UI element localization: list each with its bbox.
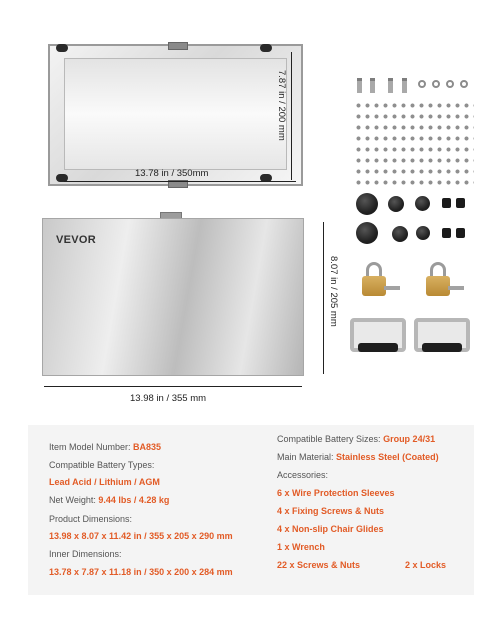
- nut-icon: [446, 80, 454, 88]
- accessory-item: 22 x Screws & Nuts: [277, 560, 361, 570]
- front-height-label: 8.07 in / 205 mm: [328, 256, 339, 327]
- nut-icon: [432, 80, 440, 88]
- battery-sizes-value: Group 24/31: [383, 434, 436, 444]
- chair-glide-icon: [388, 196, 404, 212]
- front-height-dimension-line: [323, 222, 324, 374]
- chair-glide-icon: [415, 196, 430, 211]
- handle-grip-icon: [358, 343, 398, 352]
- box-interior: [64, 58, 287, 170]
- key-icon: [384, 286, 400, 290]
- product-dimensions-value: 13.98 x 8.07 x 11.42 in / 355 x 205 x 290 mm: [49, 531, 233, 541]
- width-dimension-line: [64, 181, 296, 182]
- accessory-item: 6 x Wire Protection Sleeves: [277, 488, 395, 498]
- screw-icon: [388, 78, 393, 93]
- top-height-label: 7.87 in / 200 mm: [276, 70, 287, 141]
- battery-sizes-row: [277, 434, 435, 444]
- accessories-label: Accessories:: [277, 470, 329, 480]
- open-box-top-view: [48, 44, 303, 186]
- material-row: [277, 452, 439, 462]
- box-foot: [56, 44, 68, 52]
- wire-sleeve-icon: [456, 228, 465, 238]
- accessory-item: 4 x Fixing Screws & Nuts: [277, 506, 385, 516]
- wire-sleeve-icon: [442, 228, 451, 238]
- top-width-label: 13.78 in / 350mm: [135, 168, 209, 179]
- padlock-icon: [362, 276, 386, 296]
- weight-value: 9.44 lbs / 4.28 kg: [98, 495, 170, 505]
- chair-glide-icon: [356, 222, 378, 244]
- box-foot: [260, 44, 272, 52]
- model-row: [49, 442, 161, 452]
- product-dimensions-label: Product Dimensions:: [49, 514, 133, 524]
- material-value: Stainless Steel (Coated): [336, 452, 439, 462]
- material-label: Main Material:: [277, 452, 334, 462]
- chair-glide-icon: [356, 193, 378, 215]
- screw-icon: [370, 78, 375, 93]
- nut-icon: [460, 80, 468, 88]
- battery-types-label: Compatible Battery Types:: [49, 460, 155, 470]
- locks-item: 2 x Locks: [405, 560, 447, 570]
- inner-dimensions-label: Inner Dimensions:: [49, 549, 122, 559]
- padlock-icon: [426, 276, 450, 296]
- wire-sleeve-icon: [442, 198, 451, 208]
- wire-sleeve-icon: [456, 198, 465, 208]
- screw-icon: [357, 78, 362, 93]
- model-value: BA835: [133, 442, 162, 452]
- handle-grip-icon: [422, 343, 462, 352]
- front-width-dimension-line: [44, 386, 302, 387]
- weight-row: [49, 495, 169, 505]
- nut-icon: [418, 80, 426, 88]
- specifications-panel: [28, 425, 474, 595]
- battery-types-value: Lead Acid / Lithium / AGM: [49, 477, 160, 487]
- chair-glide-icon: [392, 226, 408, 242]
- model-label: Item Model Number:: [49, 442, 131, 452]
- accessory-item: 4 x Non-slip Chair Glides: [277, 524, 384, 534]
- brand-logo: VEVOR: [56, 234, 97, 246]
- weight-label: Net Weight:: [49, 495, 96, 505]
- small-screws-grid: [354, 100, 474, 186]
- battery-sizes-label: Compatible Battery Sizes:: [277, 434, 381, 444]
- height-dimension-line: [291, 52, 292, 180]
- inner-dimensions-value: 13.78 x 7.87 x 11.18 in / 350 x 200 x 284 mm: [49, 567, 233, 577]
- box-latch: [168, 42, 188, 50]
- accessory-item: 1 x Wrench: [277, 542, 325, 552]
- key-icon: [448, 286, 464, 290]
- front-width-label: 13.98 in / 355 mm: [130, 393, 207, 404]
- chair-glide-icon: [416, 226, 430, 240]
- screw-icon: [402, 78, 407, 93]
